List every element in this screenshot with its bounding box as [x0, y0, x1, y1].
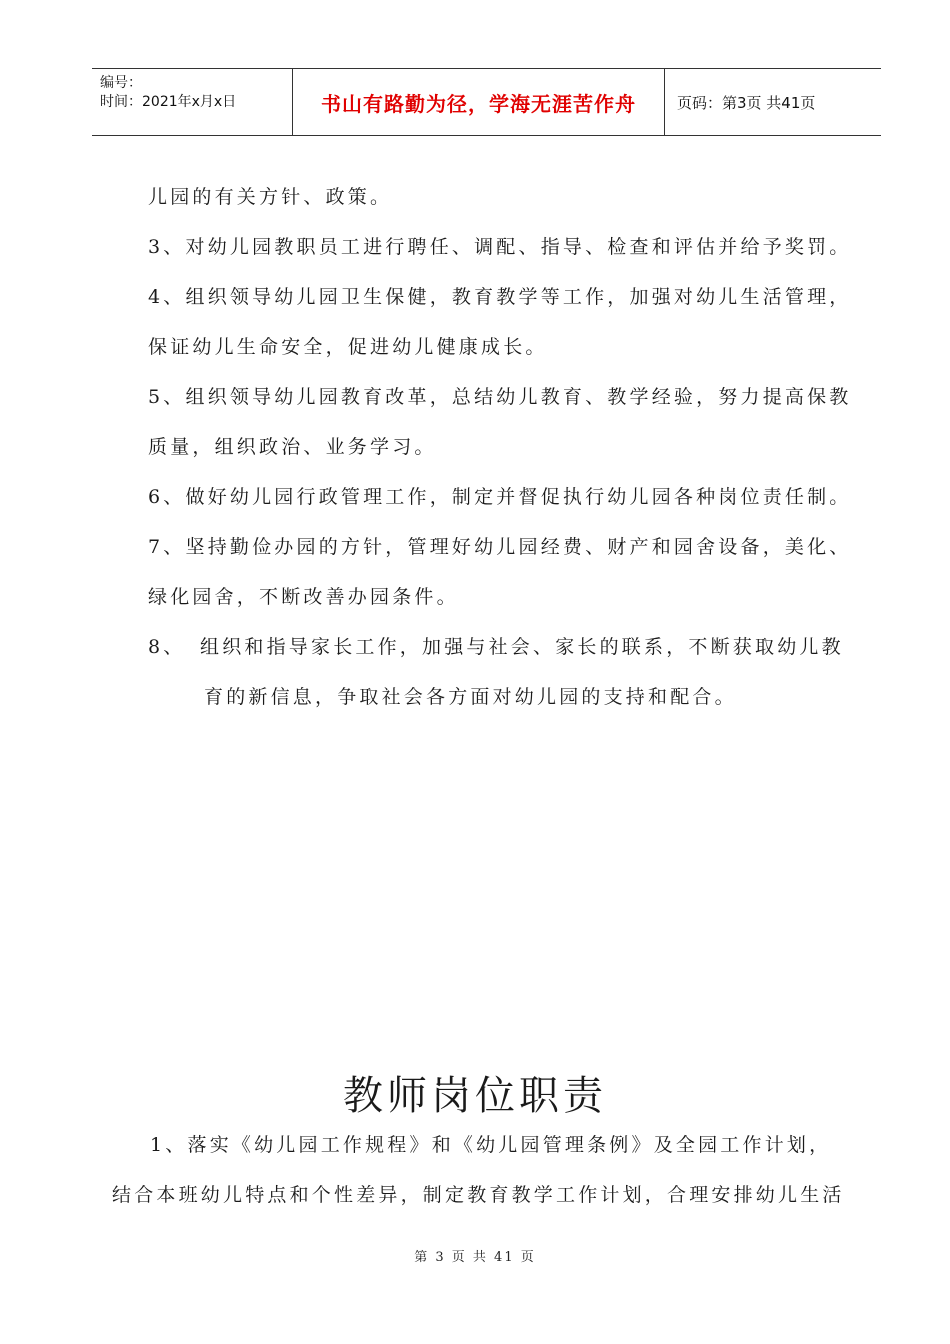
item8-number: 8、: [148, 636, 186, 658]
page-footer: 第 3 页 共 41 页: [414, 1250, 536, 1265]
body-line: 儿园的有关方针、政策。: [148, 186, 393, 208]
page-header: [92, 68, 881, 136]
section-line: 结合本班幼儿特点和个性差异，制定教育教学工作计划，合理安排幼儿生活: [112, 1184, 845, 1206]
body-line: 3、对幼儿园教职员工进行聘任、调配、指导、检查和评估并给予奖罚。: [148, 236, 852, 258]
item8-line: 组织和指导家长工作，加强与社会、家长的联系，不断获取幼儿教: [200, 636, 844, 658]
section-line: 1、落实《幼儿园工作规程》和《幼儿园管理条例》及全园工作计划，: [150, 1134, 832, 1156]
header-meta-cell: [92, 69, 293, 135]
document-number-label: 编号：: [100, 75, 142, 91]
body-line: 7、坚持勤俭办园的方针，管理好幼儿园经费、财产和园舍设备，美化、: [148, 536, 852, 558]
body-line: 4、组织领导幼儿园卫生保健，教育教学等工作，加强对幼儿生活管理，: [148, 286, 852, 308]
body-line: 质量，组织政治、业务学习。: [148, 436, 437, 458]
section-title: 教师岗位职责: [343, 1073, 607, 1119]
body-line: 保证幼儿生命安全，促进幼儿健康成长。: [148, 336, 548, 358]
document-time-label: 时间：2021年x月x日: [100, 94, 237, 110]
header-page-cell: [665, 69, 881, 135]
header-page-label: 页码：第3页 共41页: [677, 93, 816, 112]
header-slogan-cell: [293, 69, 665, 135]
header-slogan: 书山有路勤为径，学海无涯苦作舟: [321, 91, 636, 116]
body-line: 5、组织领导幼儿园教育改革，总结幼儿教育、教学经验，努力提高保教: [148, 386, 852, 408]
body-line: 绿化园舍，不断改善办园条件。: [148, 586, 459, 608]
body-line: 6、做好幼儿园行政管理工作，制定并督促执行幼儿园各种岗位责任制。: [148, 486, 852, 508]
item8-line: 育的新信息，争取社会各方面对幼儿园的支持和配合。: [204, 686, 737, 708]
